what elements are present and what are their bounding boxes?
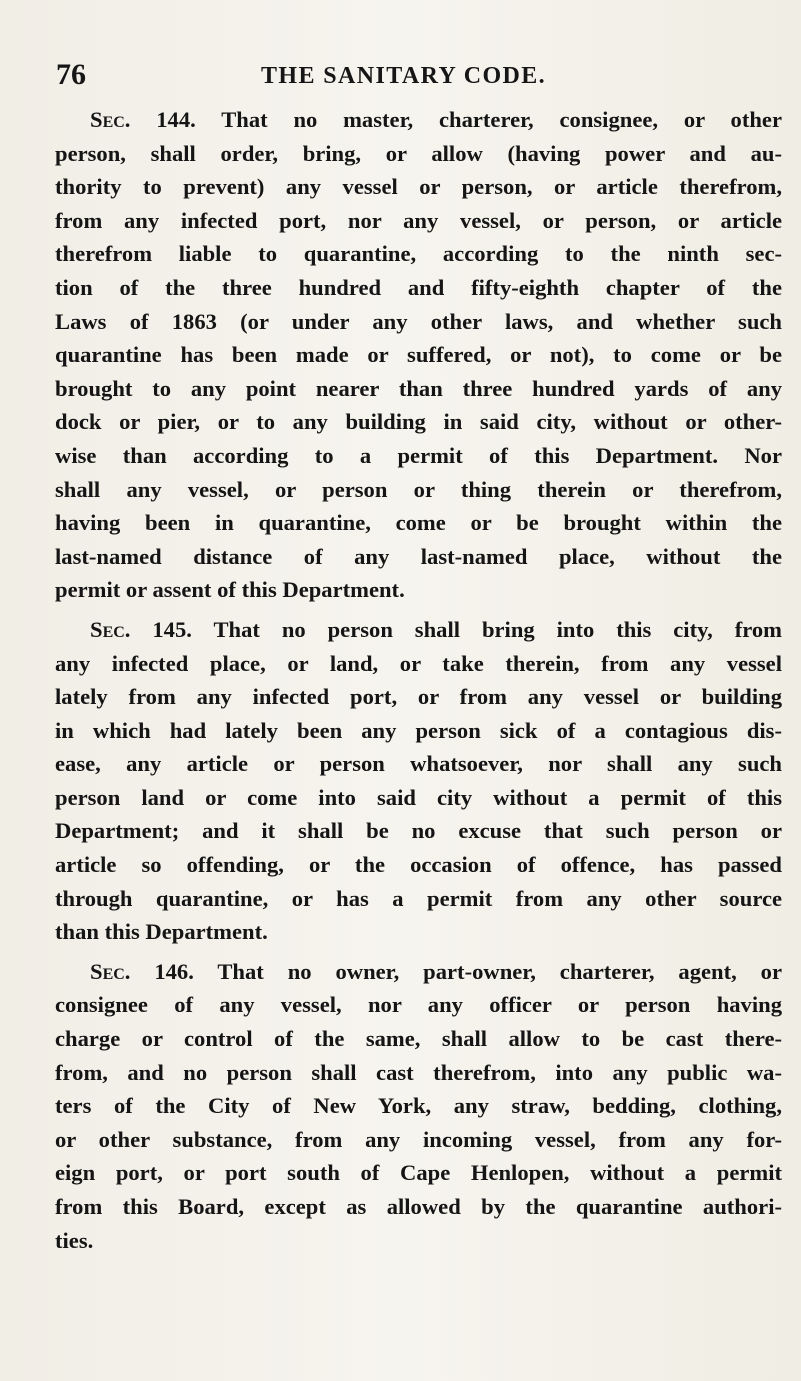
text-line: from, and no person shall cast therefrom, into any public wa- (55, 1059, 782, 1085)
text-line: wise than according to a permit of this Department. Nor (55, 442, 782, 468)
text-line: last-named distance of any last-named place, without the (55, 543, 782, 569)
text-line: person, shall order, bring, or allow (having power and au- (55, 140, 782, 166)
text-line: Department; and it shall be no excuse that such person or (55, 818, 782, 844)
text-line: Laws of 1863 (or under any other laws, and whether such (55, 308, 782, 334)
text-line: any infected place, or land, or take therein, from any vessel (55, 650, 782, 676)
section-label: Sec. 145. (90, 616, 192, 642)
body-text (55, 103, 782, 1257)
text-line: thority to prevent) any vessel or person, or article therefrom, (55, 174, 782, 200)
text-line: Sec. 145. That no person shall bring into this city, from (90, 616, 782, 642)
text-line: charge or control of the same, shall allow to be cast there- (55, 1026, 782, 1052)
page-number: 76 (56, 58, 86, 91)
text-line: tion of the three hundred and fifty-eighth chapter of the (55, 274, 782, 300)
text-line: eign port, or port south of Cape Henlopen, without a permit (55, 1160, 782, 1186)
text-line: article so offending, or the occasion of offence, has passed (55, 852, 782, 878)
text-line: through quarantine, or has a permit from any other source (55, 885, 782, 911)
text-line: having been in quarantine, come or be brought within the (55, 510, 782, 536)
text-line: quarantine has been made or suffered, or not), to come or be (55, 342, 782, 368)
running-head (56, 58, 756, 98)
page-title: THE SANITARY CODE. (261, 63, 547, 89)
text-line: than this Department. (55, 919, 268, 945)
text-line: consignee of any vessel, nor any officer or person having (55, 992, 782, 1018)
text-line: ties. (55, 1227, 94, 1253)
text-line: or other substance, from any incoming vessel, from any for- (55, 1126, 782, 1152)
text-line: from any infected port, nor any vessel, or person, or article (55, 207, 782, 233)
section-label: Sec. 146. (90, 958, 194, 984)
text-line: permit or assent of this Department. (55, 577, 405, 603)
text-line: ters of the City of New York, any straw, bedding, clothing, (55, 1093, 782, 1119)
text-line: brought to any point nearer than three hundred yards of any (55, 375, 782, 401)
text-line: therefrom liable to quarantine, according to the ninth sec- (55, 241, 782, 267)
section-145 (55, 613, 782, 949)
text-line: lately from any infected port, or from any vessel or building (55, 684, 782, 710)
section-label: Sec. 144. (90, 107, 196, 132)
text-line: ease, any article or person whatsoever, nor shall any such (55, 751, 782, 777)
text-line: dock or pier, or to any building in said city, without or other- (55, 409, 782, 435)
text-line: from this Board, except as allowed by the quarantine authori- (55, 1194, 782, 1219)
text-line: shall any vessel, or person or thing therein or therefrom, (55, 476, 782, 502)
text-line: Sec. 146. That no owner, part-owner, charterer, agent, or (90, 958, 782, 984)
text-line: person land or come into said city without a permit of this (55, 784, 782, 810)
text-line: in which had lately been any person sick of a contagious dis- (55, 717, 782, 743)
section-144 (55, 103, 782, 607)
section-146 (55, 955, 782, 1257)
text-line: Sec. 144. That no master, charterer, consignee, or other (90, 107, 782, 132)
